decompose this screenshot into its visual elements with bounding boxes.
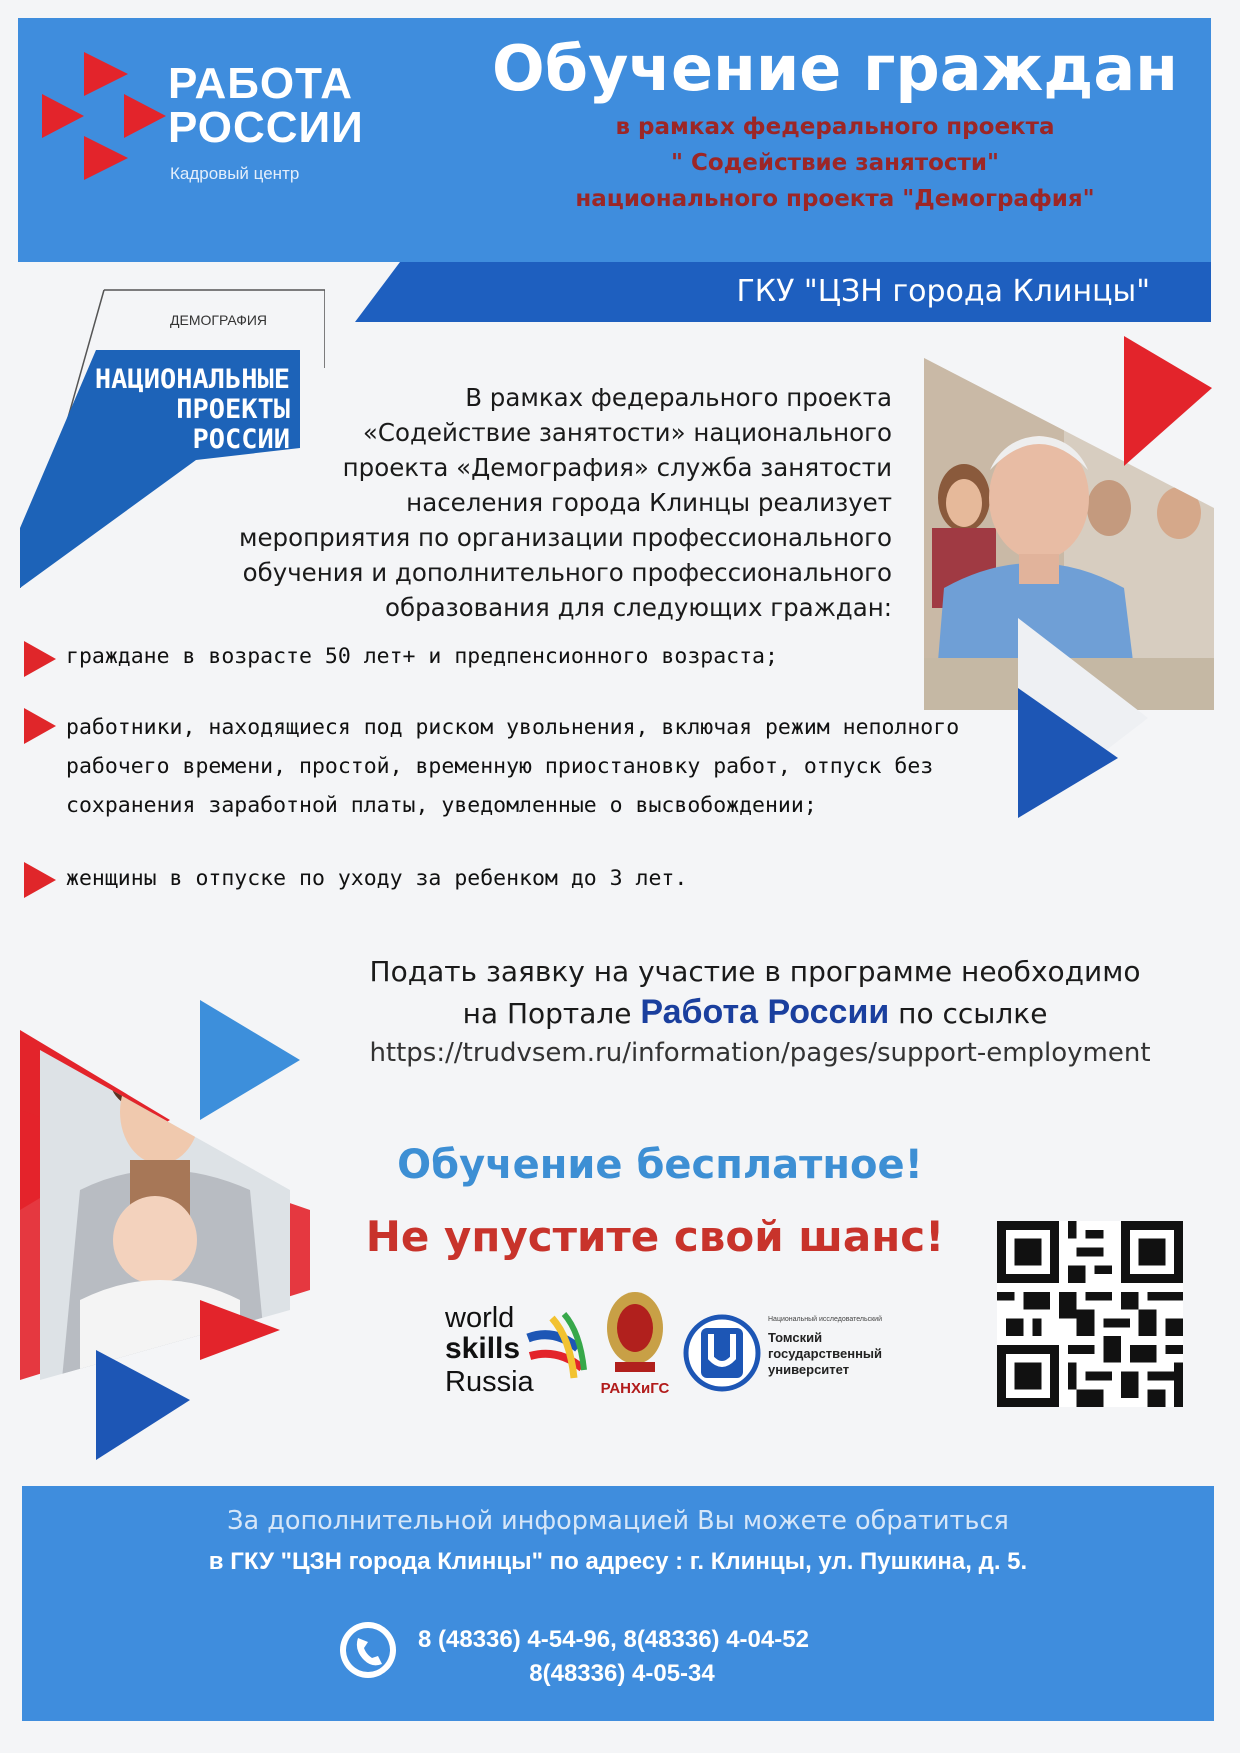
subtitle-line-3: национального проекта "Демография" [575,186,1095,212]
tsu-line: университет [768,1362,850,1377]
subtitle-line-2: " Содействие занятости" [671,150,999,176]
intro-line: «Содействие занятости» национального [362,418,892,447]
ranepa-label: РАНХиГС [600,1380,670,1397]
portal-link[interactable]: https://trudvsem.ru/information/pages/support-employment [369,1038,1151,1068]
phone-icon [338,1620,398,1680]
dont-miss-chance-text: Не упустите свой шанс! [365,1212,945,1261]
brand-line-2: РОССИИ [168,103,364,152]
ws-russia: Russia [445,1366,534,1398]
intro-line: обучения и дополнительного профессионального [242,558,892,587]
phone-numbers-line-2[interactable]: 8(48336) 4-05-34 [529,1660,715,1687]
intro-line: В рамках федерального проекта [465,383,892,412]
free-training-text: Обучение бесплатное! [397,1142,923,1188]
tsu-line: государственный [768,1346,883,1361]
phone-numbers-line-1[interactable]: 8 (48336) 4-54-96, 8(48336) 4-04-52 [418,1626,809,1653]
ws-world: world [445,1302,515,1334]
rabota-rossii-logo-icon [36,52,166,202]
apply-line-1: Подать заявку на участие в программе необходимо [369,955,1141,988]
footer-address: в ГКУ "ЦЗН города Клинцы" по адресу : г. Клинцы, ул. Пушкина, д. 5. [208,1548,1028,1575]
intro-line: населения города Клинцы реализует [406,488,892,517]
intro-line: проекта «Демография» служба занятости [342,453,892,482]
intro-line: образования для следующих граждан: [384,593,892,622]
intro-line: мероприятия по организации профессионального [239,523,892,552]
bullet-item: женщины в отпуске по уходу за ребенком до 3 лет. [66,866,688,891]
footer-info-text: За дополнительной информацией Вы можете обратиться [227,1506,1009,1536]
tsu-small-label: Национальный исследовательский [768,1316,882,1323]
bullet-item: работники, находящиеся под риском увольнения, включая режим неполного рабочего времени, простой, временную приостановку работ, отпуск без сохранения заработной платы, уведомленные о высвобождении; [66,715,960,818]
apply-line-2 [330,992,1180,1034]
ws-skills: skills [445,1332,521,1365]
brand-name [168,59,388,152]
worldskills-swoosh-icon [524,1308,588,1388]
qr-code[interactable] [997,1221,1183,1407]
subtitle-line-1: в рамках федерального проекта [615,114,1055,140]
mother-with-baby-photo [20,1000,310,1480]
brand-line-1: РАБОТА [168,59,353,108]
apply-post: по ссылке [889,997,1048,1030]
page-title: Обучение граждан [492,32,1178,105]
portal-name: Работа России [640,993,890,1031]
apply-pre: на Портале [462,997,641,1030]
bullet-item: граждане в возрасте 50 лет+ и предпенсионного возраста; [66,644,778,669]
bullet-arrow-icon [24,708,56,744]
np-line-3: РОССИИ [192,424,290,455]
brand-subtitle: Кадровый центр [170,164,300,183]
bullet-arrow-icon [24,641,56,677]
np-line-2: ПРОЕКТЫ [176,394,290,425]
tsu-name [768,1330,882,1378]
org-name: ГКУ "ЦЗН города Клинцы" [736,274,1150,309]
tsu-logo-icon [683,1310,761,1396]
bullet-arrow-icon [24,862,56,898]
np-demography-label: ДЕМОГРАФИЯ [170,312,268,328]
intro-paragraph [140,380,892,625]
decor-triangle-red-icon [1116,336,1212,466]
tsu-line: Томский [768,1330,823,1345]
np-line-1: НАЦИОНАЛЬНЫЕ [94,364,290,395]
decor-triangle-white-icon [1018,618,1148,818]
